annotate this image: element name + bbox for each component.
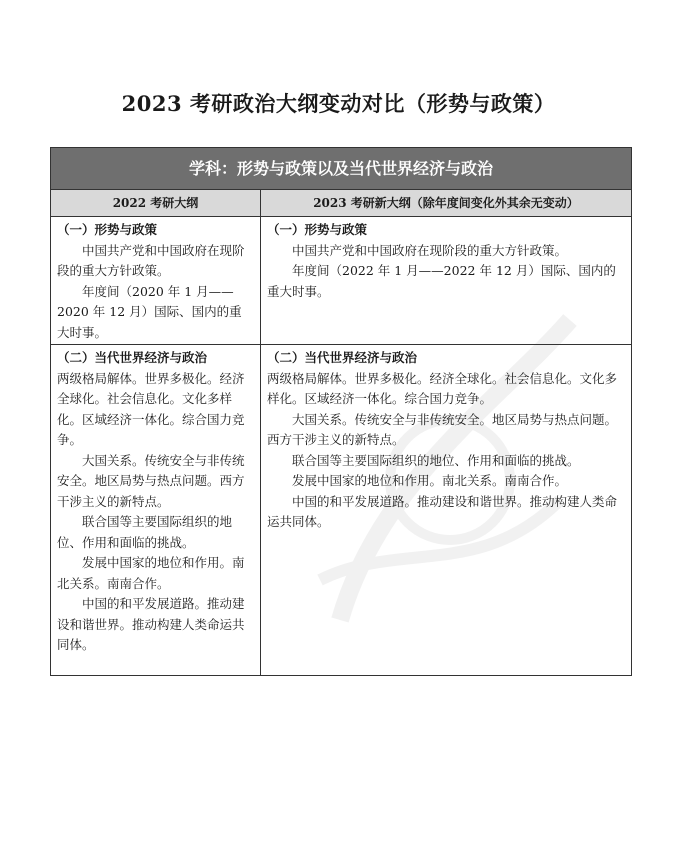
paragraph: 发展中国家的地位和作用。南北关系。南南合作。 bbox=[57, 555, 245, 591]
column-header-2023: 2023 考研新大纲（除年度间变化外其余无变动） bbox=[313, 196, 579, 210]
paragraph: 中国共产党和中国政府在现阶段的重大方针政策。 bbox=[57, 242, 245, 278]
paragraph: 年度间（2022 年 1 月——2022 年 12 月）国际、国内的重大时事。 bbox=[267, 263, 616, 299]
paragraph: 中国的和平发展道路。推动建设和谐世界。推动构建人类命运共同体。 bbox=[57, 596, 245, 652]
paragraph: 大国关系。传统安全与非传统安全。地区局势与热点问题。西方干涉主义的新特点。 bbox=[267, 411, 618, 447]
paragraph: 联合国等主要国际组织的地位、作用和面临的挑战。 bbox=[57, 514, 233, 550]
paragraph: 两级格局解体。世界多极化。经济全球化。社会信息化。文化多样化。区域经济一体化。综合国力竞争。 bbox=[57, 370, 245, 447]
paragraph: 年度间（2020 年 1 月——2020 年 12 月）国际、国内的重大时事。 bbox=[57, 283, 242, 340]
paragraph: 发展中国家的地位和作用。南北关系。南南合作。 bbox=[292, 473, 568, 488]
table-cell-2023 bbox=[261, 217, 631, 344]
paragraph: 中国共产党和中国政府在现阶段的重大方针政策。 bbox=[292, 242, 568, 258]
paragraph: 联合国等主要国际组织的地位、作用和面临的挑战。 bbox=[292, 452, 580, 468]
column-header-2022: 2022 考研大纲 bbox=[51, 190, 261, 216]
table-cell-2022 bbox=[51, 217, 261, 344]
section-heading: （二）当代世界经济与政治 bbox=[57, 350, 208, 365]
section-heading: （二）当代世界经济与政治 bbox=[267, 350, 418, 365]
paragraph: 中国的和平发展道路。推动建设和谐世界。推动构建人类命运共同体。 bbox=[267, 493, 618, 529]
table-row bbox=[51, 345, 631, 676]
document-title: 2023 考研政治大纲变动对比（形势与政策） bbox=[121, 91, 556, 116]
table-cell-2022 bbox=[51, 345, 261, 676]
paragraph: 大国关系。传统安全与非传统安全。地区局势与热点问题。西方干涉主义的新特点。 bbox=[57, 452, 245, 509]
table-cell-2023 bbox=[261, 345, 631, 676]
paragraph: 两级格局解体。世界多极化。经济全球化。社会信息化。文化多样化。区域经济一体化。综合国力竞争。 bbox=[267, 370, 618, 406]
section-heading: （一）形势与政策 bbox=[267, 222, 368, 237]
column-header-row bbox=[51, 190, 631, 217]
subject-header: 学科：形势与政策以及当代世界经济与政治 bbox=[51, 148, 631, 190]
comparison-table bbox=[50, 147, 632, 676]
section-heading: （一）形势与政策 bbox=[57, 222, 158, 237]
table-row bbox=[51, 217, 631, 345]
